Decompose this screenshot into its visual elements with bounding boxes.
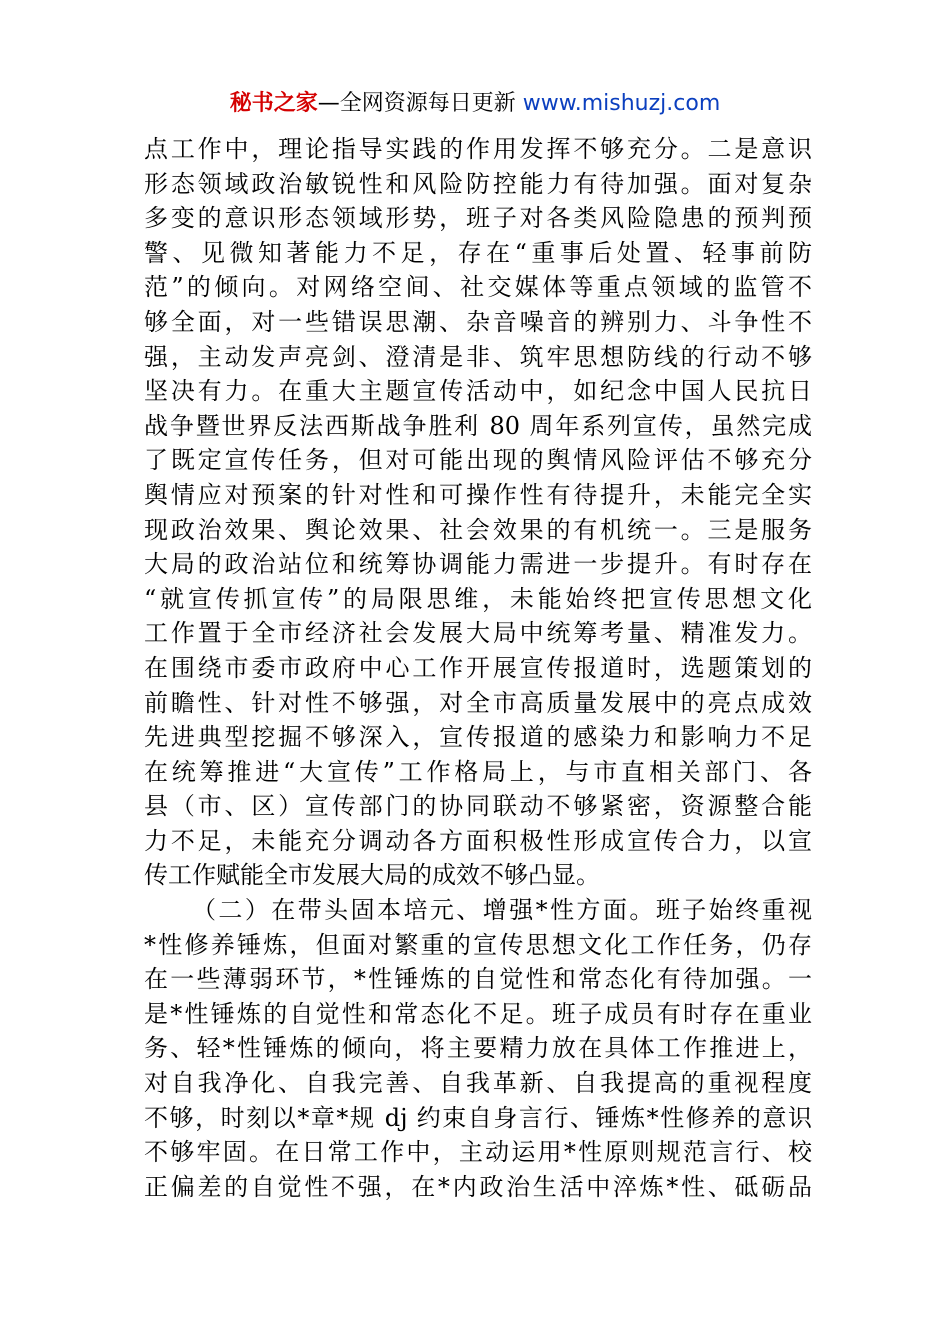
body-line: 形态领域政治敏锐性和风险防控能力有待加强。面对复杂 bbox=[144, 169, 812, 198]
body-line: 范”的倾向。对网络空间、社交媒体等重点领域的监管不 bbox=[144, 273, 812, 302]
body-line: *性修养锤炼，但面对繁重的宣传思想文化工作任务，仍存 bbox=[144, 930, 812, 959]
body-line: 先进典型挖掘不够深入，宣传报道的感染力和影响力不足 bbox=[144, 723, 812, 752]
body-line: 坚决有力。在重大主题宣传活动中，如纪念中国人民抗日 bbox=[144, 377, 812, 406]
body-line: 够全面，对一些错误思潮、杂音噪音的辨别力、斗争性不 bbox=[144, 307, 812, 336]
body-line: 务、轻*性锤炼的倾向，将主要精力放在具体工作推进上， bbox=[144, 1034, 812, 1063]
site-header bbox=[0, 88, 950, 120]
body-line: 县（市、区）宣传部门的协同联动不够紧密，资源整合能 bbox=[144, 792, 812, 821]
body-line: 不够，时刻以*章*规 dj 约束自身言行、锤炼*性修养的意识 bbox=[144, 1103, 812, 1132]
brand-name: 秘书之家 bbox=[229, 91, 318, 116]
body-line: 对自我净化、自我完善、自我革新、自我提高的重视程度 bbox=[144, 1069, 812, 1098]
site-url-link[interactable]: www.mishuzj.com bbox=[522, 91, 721, 116]
body-line: 了既定宣传任务，但对可能出现的舆情风险评估不够充分 bbox=[144, 446, 812, 475]
body-line: 传工作赋能全市发展大局的成效不够凸显。 bbox=[144, 861, 600, 890]
body-line: 现政治效果、舆论效果、社会效果的有机统一。三是服务 bbox=[144, 515, 812, 544]
body-line: 力不足，未能充分调动各方面积极性形成宣传合力，以宣 bbox=[144, 826, 812, 855]
body-line: 大局的政治站位和统筹协调能力需进一步提升。有时存在 bbox=[144, 550, 812, 579]
body-line: 在一些薄弱环节，*性锤炼的自觉性和常态化有待加强。一 bbox=[144, 965, 812, 994]
body-line: 前瞻性、针对性不够强，对全市高质量发展中的亮点成效 bbox=[144, 688, 812, 717]
body-line: “就宣传抓宣传”的局限思维，未能始终把宣传思想文化 bbox=[144, 584, 812, 613]
body-line: 警、见微知著能力不足，存在“重事后处置、轻事前防 bbox=[144, 238, 812, 267]
body-line: 正偏差的自觉性不强，在*内政治生活中淬炼*性、砥砺品 bbox=[144, 1172, 812, 1201]
header-tagline: —全网资源每日更新 bbox=[317, 91, 516, 116]
body-line: 点工作中，理论指导实践的作用发挥不够充分。二是意识 bbox=[144, 135, 812, 163]
body-line: 舆情应对预案的针对性和可操作性有待提升，未能完全实 bbox=[144, 480, 812, 509]
body-line: 强，主动发声亮剑、澄清是非、筑牢思想防线的行动不够 bbox=[144, 342, 812, 371]
body-line: 是*性锤炼的自觉性和常态化不足。班子成员有时存在重业 bbox=[144, 999, 812, 1028]
body-line: 工作置于全市经济社会发展大局中统筹考量、精准发力。 bbox=[144, 619, 812, 648]
body-line: 多变的意识形态领域形势，班子对各类风险隐患的预判预 bbox=[144, 204, 812, 233]
body-line: （二）在带头固本培元、增强*性方面。班子始终重视 bbox=[192, 896, 812, 925]
body-line: 在统筹推进“大宣传”工作格局上，与市直相关部门、各 bbox=[144, 757, 812, 786]
document-body bbox=[144, 132, 812, 1204]
body-line: 在围绕市委市政府中心工作开展宣传报道时，选题策划的 bbox=[144, 653, 812, 682]
body-line: 不够牢固。在日常工作中，主动运用*性原则规范言行、校 bbox=[144, 1138, 812, 1167]
body-line: 战争暨世界反法西斯战争胜利 80 周年系列宣传，虽然完成 bbox=[144, 411, 812, 440]
